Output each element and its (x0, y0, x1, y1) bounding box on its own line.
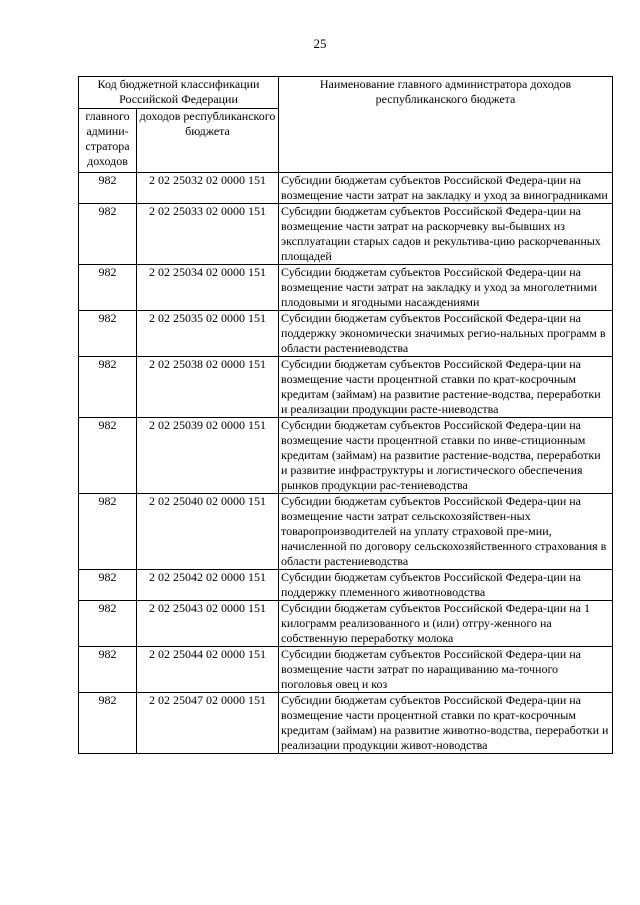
table-row (79, 570, 613, 601)
header-main-administrator: главного админи-стратора доходов (79, 109, 137, 173)
income-code-cell: 2 02 25035 02 0000 151 (137, 311, 279, 357)
description-cell: Субсидии бюджетам субъектов Российской Федера-ции на 1 килограмм реализованного и (или) отгру-женного на собственную переработку молока (279, 601, 613, 647)
income-code-cell: 2 02 25032 02 0000 151 (137, 173, 279, 204)
description-cell: Субсидии бюджетам субъектов Российской Федера-ции на возмещение части процентной ставки по крат-косрочным кредитам (займам) на развитие животно-водства, переработки и реализации продукции живот-новодства (279, 693, 613, 754)
header-republican-income: доходов республиканского бюджета (137, 109, 279, 173)
administrator-code-cell: 982 (79, 601, 137, 647)
header-row-top (79, 77, 613, 109)
description-cell: Субсидии бюджетам субъектов Российской Федера-ции на возмещение части затрат на раскорчевку вы-бывших из эксплуатации старых садов и рекультива-цию раскорчеванных площадей (279, 204, 613, 265)
description-cell: Субсидии бюджетам субъектов Российской Федера-ции на возмещение части процентной ставки по крат-косрочным кредитам (займам) на развитие растение-водства, переработки и реализации продукции расте-ниеводства (279, 357, 613, 418)
description-cell: Субсидии бюджетам субъектов Российской Федера-ции на поддержку племенного животноводства (279, 570, 613, 601)
administrator-code-cell: 982 (79, 265, 137, 311)
table-row (79, 647, 613, 693)
description-cell: Субсидии бюджетам субъектов Российской Федера-ции на возмещение части затрат на закладку и уход за многолетними плодовыми и ягодными насаждениями (279, 265, 613, 311)
header-classification-code: Код бюджетной классификации Российской Федерации (79, 77, 279, 109)
table-row (79, 173, 613, 204)
administrator-code-cell: 982 (79, 647, 137, 693)
description-cell: Субсидии бюджетам субъектов Российской Федера-ции на возмещение части затрат сельскохозяйствен-ных товаропроизводителей на уплату страховой пре-мии, начисленной по договору сельскохозяйственного страхования в области растениеводства (279, 494, 613, 570)
table-row (79, 693, 613, 754)
administrator-code-cell: 982 (79, 173, 137, 204)
income-code-cell: 2 02 25043 02 0000 151 (137, 601, 279, 647)
table-row (79, 311, 613, 357)
header-administrator-name: Наименование главного администратора доходов республиканского бюджета (279, 77, 613, 173)
description-cell: Субсидии бюджетам субъектов Российской Федера-ции на возмещение части затрат по наращиванию ма-точного поголовья овец и коз (279, 647, 613, 693)
description-cell: Субсидии бюджетам субъектов Российской Федера-ции на возмещение части процентной ставки по инве-стиционным кредитам (займам) на развитие растение-водства, переработки и развитие инфраструктуры и логистического обеспечения рынков продукции рас-тениеводства (279, 418, 613, 494)
income-code-cell: 2 02 25040 02 0000 151 (137, 494, 279, 570)
table-row (79, 601, 613, 647)
administrator-code-cell: 982 (79, 418, 137, 494)
description-cell: Субсидии бюджетам субъектов Российской Федера-ции на поддержку экономически значимых регио-нальных программ в области растениеводства (279, 311, 613, 357)
income-code-cell: 2 02 25033 02 0000 151 (137, 204, 279, 265)
description-cell: Субсидии бюджетам субъектов Российской Федера-ции на возмещение части затрат на закладку и уход за виноградниками (279, 173, 613, 204)
table-header (79, 77, 613, 173)
table-row (79, 357, 613, 418)
income-code-cell: 2 02 25047 02 0000 151 (137, 693, 279, 754)
income-code-cell: 2 02 25042 02 0000 151 (137, 570, 279, 601)
budget-classification-table (78, 76, 613, 754)
income-code-cell: 2 02 25038 02 0000 151 (137, 357, 279, 418)
table-row (79, 418, 613, 494)
administrator-code-cell: 982 (79, 494, 137, 570)
table-row (79, 265, 613, 311)
administrator-code-cell: 982 (79, 311, 137, 357)
administrator-code-cell: 982 (79, 204, 137, 265)
administrator-code-cell: 982 (79, 570, 137, 601)
income-code-cell: 2 02 25044 02 0000 151 (137, 647, 279, 693)
income-code-cell: 2 02 25034 02 0000 151 (137, 265, 279, 311)
table-row (79, 494, 613, 570)
table-row (79, 204, 613, 265)
administrator-code-cell: 982 (79, 693, 137, 754)
administrator-code-cell: 982 (79, 357, 137, 418)
table-body (79, 173, 613, 754)
income-code-cell: 2 02 25039 02 0000 151 (137, 418, 279, 494)
page-number: 25 (313, 36, 327, 51)
